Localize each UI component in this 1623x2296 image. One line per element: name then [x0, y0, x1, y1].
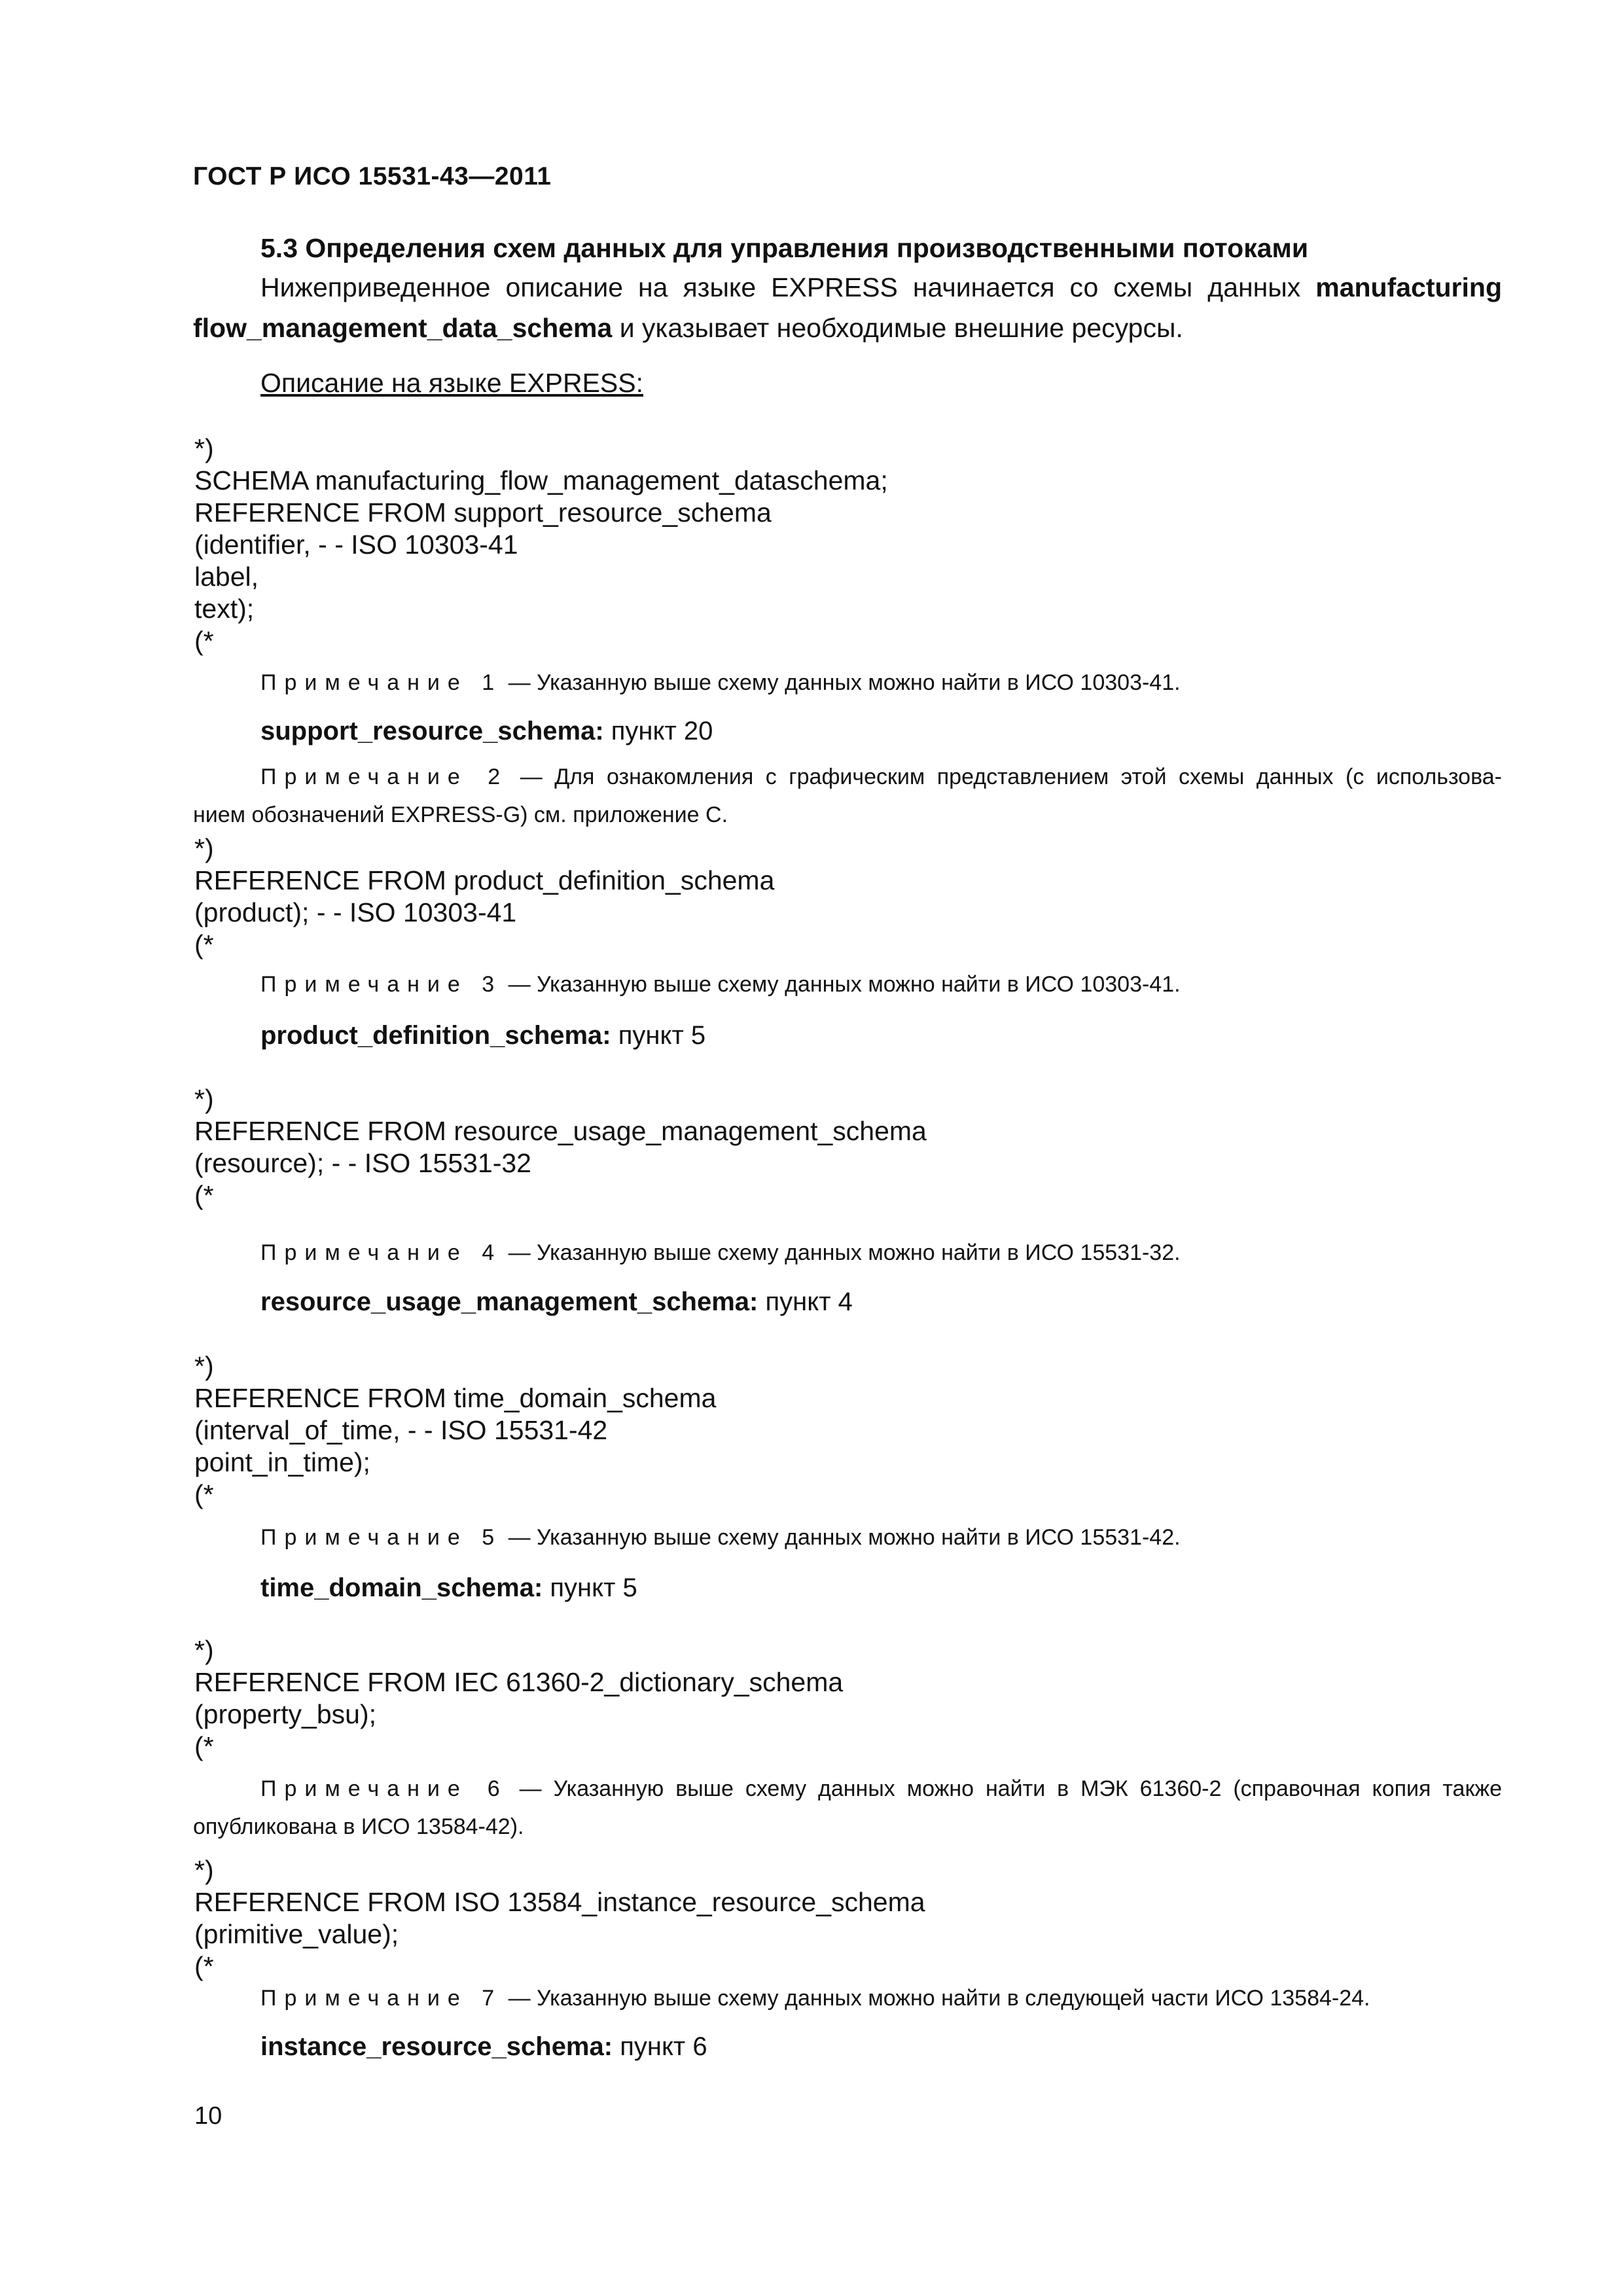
schema-reference: instance_resource_schema: пункт 6: [260, 2032, 707, 2061]
page-number: 10: [194, 2102, 223, 2130]
express-code-block: *) SCHEMA manufacturing_flow_management_dataschema; REFERENCE FROM support_resource_schema (identifier, - - ISO 10303-41 label, text); (*: [194, 433, 888, 656]
note-7: Примечание 7 — Указанную выше схему данных можно найти в следующей части ИСО 13584-24.: [260, 1986, 1370, 2011]
schema-reference: product_definition_schema: пункт 5: [260, 1021, 706, 1050]
document-header: ГОСТ Р ИСО 15531-43—2011: [193, 162, 552, 190]
note-6: Примечание 6 — Указанную выше схему данных можно найти в МЭК 61360-2 (справочная копия также опубликована в ИСО 13584-42).: [193, 1776, 1502, 1839]
note-4: Примечание 4 — Указанную выше схему данных можно найти в ИСО 15531-32.: [260, 1240, 1181, 1265]
note-1: Примечание 1 — Указанную выше схему данных можно найти в ИСО 10303-41.: [260, 670, 1181, 695]
note-5: Примечание 5 — Указанную выше схему данных можно найти в ИСО 15531-42.: [260, 1525, 1181, 1550]
section-title: 5.3 Определения схем данных для управления производственными потоками: [260, 233, 1309, 263]
schema-reference: support_resource_schema: пункт 20: [260, 717, 713, 745]
express-code-block: *) REFERENCE FROM ISO 13584_instance_resource_schema (primitive_value); (*: [194, 1855, 925, 1981]
schema-reference: time_domain_schema: пункт 5: [260, 1573, 637, 1602]
express-code-block: *) REFERENCE FROM product_definition_schema (product); - - ISO 10303-41 (*: [194, 833, 775, 960]
express-code-block: *) REFERENCE FROM resource_usage_management_schema (resource); - - ISO 15531-32 (*: [194, 1084, 927, 1210]
intro-line-1: Нижеприведенное описание на языке EXPRESS начинается со схемы данных manufacturing: [260, 272, 1502, 302]
note-2: Примечание 2 — Для ознакомления с графическим представлением этой схемы данных (с использова- нием обозначений EXPRESS-G) см. приложение С.: [193, 764, 1502, 827]
section-intro: [193, 267, 1502, 348]
express-code-block: *) REFERENCE FROM time_domain_schema (interval_of_time, - - ISO 15531-42 point_in_time); (*: [194, 1351, 717, 1509]
express-label: Описание на языке EXPRESS:: [260, 368, 644, 398]
note-3: Примечание 3 — Указанную выше схему данных можно найти в ИСО 10303-41.: [260, 972, 1181, 997]
express-code-block: *) REFERENCE FROM IEC 61360-2_dictionary_schema (property_bsu); (*: [194, 1635, 844, 1761]
intro-line-2: flow_management_data_schema и указывает необходимые внешние ресурсы.: [193, 313, 1183, 343]
schema-reference: resource_usage_management_schema: пункт 4: [260, 1287, 853, 1316]
